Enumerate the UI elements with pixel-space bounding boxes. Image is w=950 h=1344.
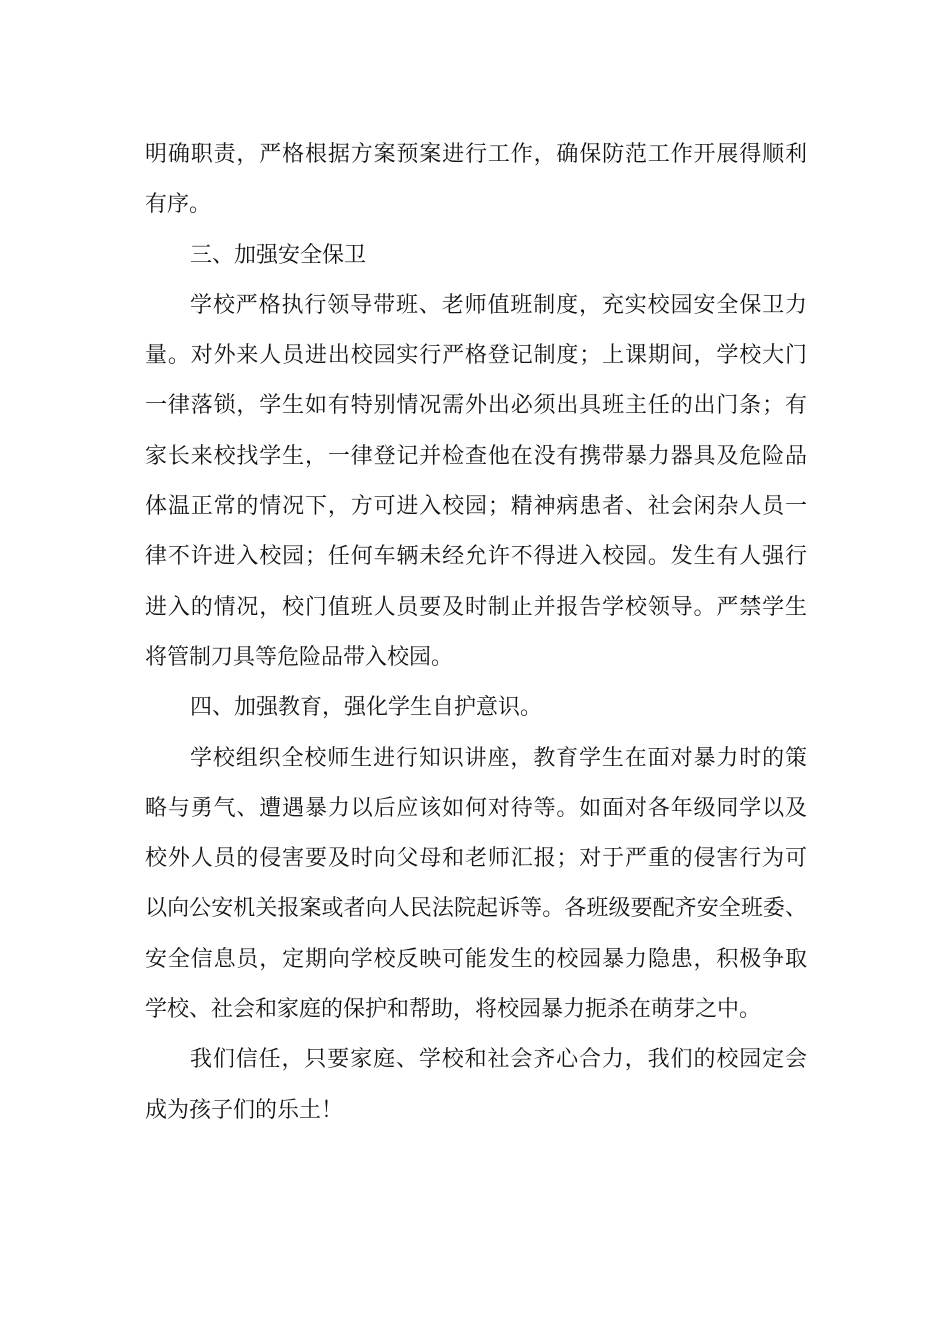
text-line: 律不许进入校园；任何车辆未经允许不得进入校园。发生有人强行: [145, 544, 807, 570]
text-line: 进入的情况，校门值班人员要及时制止并报告学校领导。严禁学生: [145, 594, 807, 620]
text-line: 校外人员的侵害要及时向父母和老师汇报；对于严重的侵害行为可: [145, 846, 807, 872]
paragraph-security: [145, 281, 807, 683]
document-body: [145, 130, 807, 1136]
text-line: 学校组织全校师生进行知识讲座，教育学生在面对暴力时的策: [190, 745, 807, 771]
section-heading: 三、加强安全保卫: [190, 242, 367, 268]
text-line: 安全信息员，定期向学校反映可能发生的校园暴力隐患，积极争取: [145, 946, 807, 972]
text-line: 体温正常的情况下，方可进入校园；精神病患者、社会闲杂人员一: [145, 494, 807, 520]
text-line: 将管制刀具等危险品带入校园。: [145, 644, 454, 670]
paragraph-education: [145, 734, 807, 1036]
text-line: 一律落锁，学生如有特别情况需外出必须出具班主任的出门条；有: [145, 393, 807, 419]
text-line: 以向公安机关报案或者向人民法院起诉等。各班级要配齐安全班委、: [145, 896, 807, 922]
section-heading-security: [145, 231, 807, 281]
text-line: 成为孩子们的乐土！: [145, 1097, 344, 1123]
text-line: 明确职责，严格根据方案预案进行工作，确保防范工作开展得顺利: [145, 142, 807, 167]
text-line: 略与勇气、遭遇暴力以后应该如何对待等。如面对各年级同学以及: [145, 795, 807, 821]
text-line: 家长来校找学生，一律登记并检查他在没有携带暴力器具及危险品: [145, 443, 807, 469]
text-line: 量。对外来人员进出校园实行严格登记制度；上课期间，学校大门: [145, 343, 807, 369]
paragraph-continuation: [145, 130, 807, 231]
text-line: 有序。: [145, 192, 212, 218]
section-heading: 四、加强教育，强化学生自护意识。: [190, 695, 543, 721]
text-line: 学校严格执行领导带班、老师值班制度，充实校园安全保卫力: [190, 292, 807, 318]
paragraph-closing: [145, 1035, 807, 1136]
section-heading-education: [145, 683, 807, 733]
text-line: 我们信任，只要家庭、学校和社会齐心合力，我们的校园定会: [190, 1047, 807, 1073]
text-line: 学校、社会和家庭的保护和帮助，将校园暴力扼杀在萌芽之中。: [145, 997, 762, 1023]
